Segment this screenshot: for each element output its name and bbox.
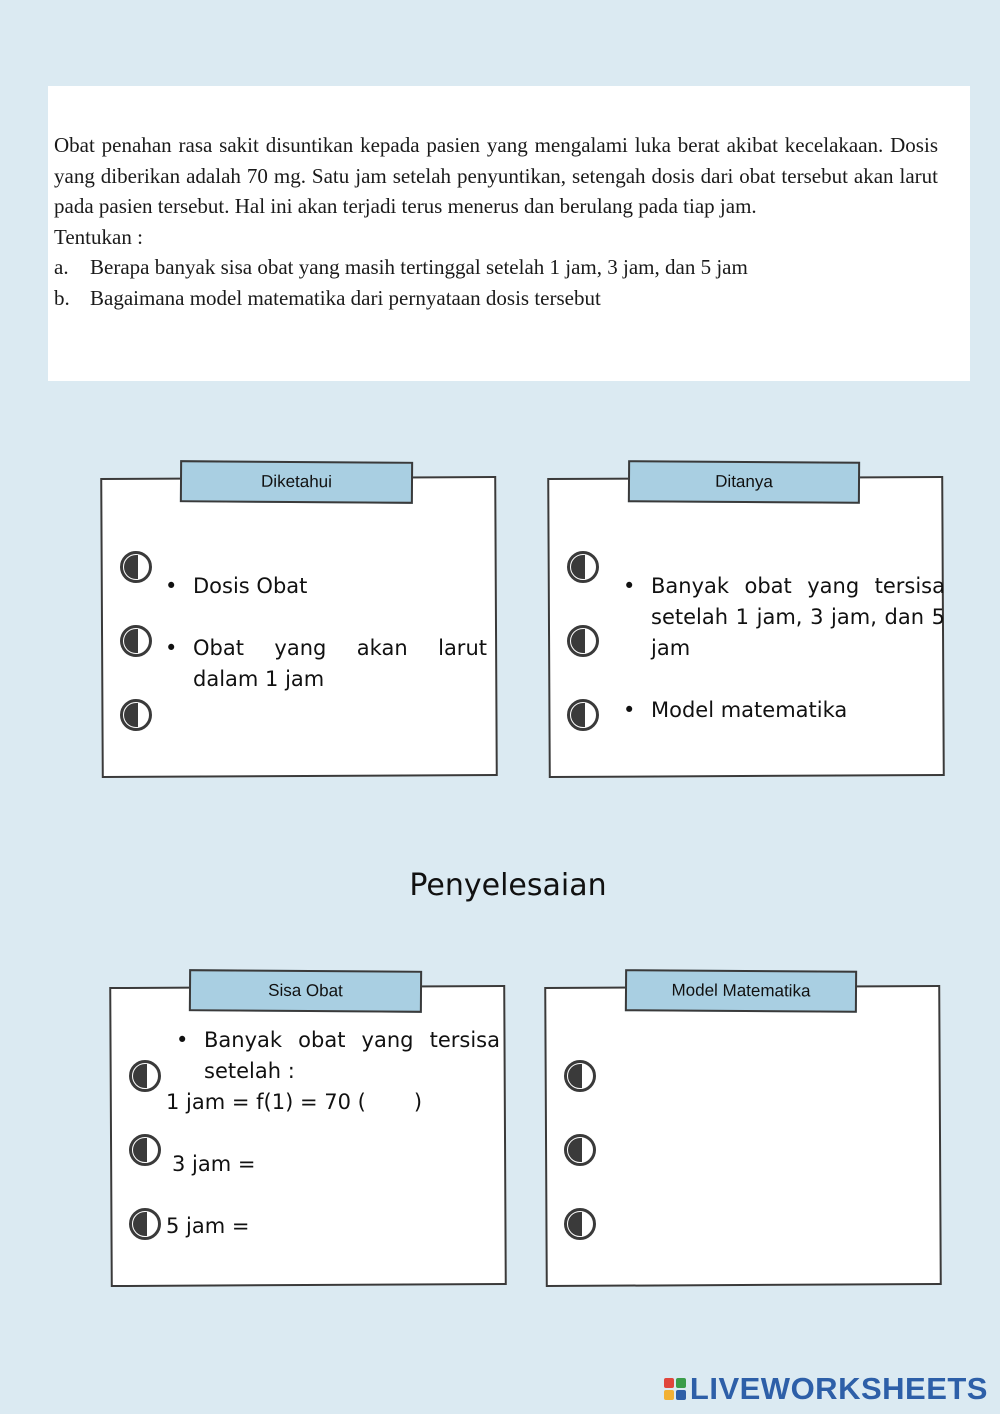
diketahui-card bbox=[100, 476, 498, 778]
problem-paragraph: Obat penahan rasa sakit disuntikan kepada pasien yang mengalami luka berat akibat kecelakaan. Dosis yang diberikan adalah 70 mg. Satu jam setelah penyuntikan, setengah dosis dari obat tersebut akan larut pada pasien tersebut. Hal ini akan terjadi terus menerus dan berulang pada tiap jam. bbox=[54, 133, 938, 218]
model-tab: Model Matematika bbox=[625, 969, 857, 1013]
diketahui-tab: Diketahui bbox=[180, 460, 413, 504]
binder-ring-icon bbox=[120, 625, 152, 657]
diketahui-item-text: Dosis Obat bbox=[193, 574, 308, 598]
question-marker: b. bbox=[54, 285, 70, 310]
binder-ring-icon bbox=[129, 1134, 161, 1166]
sisa-obat-line-1-text: 1 jam = f(1) = 70 ( bbox=[166, 1090, 366, 1114]
sisa-obat-tab: Sisa Obat bbox=[189, 969, 422, 1013]
bullet-icon: • bbox=[623, 574, 636, 598]
sisa-obat-intro-text: Banyak obat yang tersisa setelah : bbox=[204, 1028, 500, 1083]
binder-ring-icon bbox=[567, 699, 599, 731]
diketahui-item-text: Obat yang akan larut dalam 1 jam bbox=[193, 636, 487, 691]
question-marker: a. bbox=[54, 255, 69, 279]
bullet-icon: • bbox=[165, 574, 178, 598]
sisa-obat-line-2: 3 jam = bbox=[172, 1152, 256, 1176]
logo-square bbox=[676, 1378, 686, 1388]
binder-ring-icon bbox=[129, 1208, 161, 1240]
ditanya-tab: Ditanya bbox=[628, 460, 860, 504]
logo-mark-icon bbox=[664, 1378, 686, 1400]
sisa-obat-line-1 bbox=[166, 1087, 422, 1118]
problem-text bbox=[54, 130, 938, 313]
question-a bbox=[54, 252, 938, 283]
ditanya-item bbox=[623, 695, 945, 726]
question-b bbox=[54, 283, 938, 314]
binder-ring-icon bbox=[120, 699, 152, 731]
bullet-icon: • bbox=[176, 1028, 189, 1052]
question-text: Berapa banyak sisa obat yang masih tertinggal setelah 1 jam, 3 jam, dan 5 jam bbox=[90, 255, 748, 279]
binder-ring-icon bbox=[567, 625, 599, 657]
binder-ring-icon bbox=[564, 1060, 596, 1092]
problem-panel bbox=[48, 86, 970, 381]
brand-name: LIVEWORKSHEETS bbox=[689, 1371, 988, 1406]
logo-square bbox=[664, 1390, 674, 1400]
sisa-obat-line-3: 5 jam = bbox=[166, 1214, 250, 1238]
binder-ring-icon bbox=[129, 1060, 161, 1092]
sisa-obat-intro bbox=[176, 1025, 500, 1087]
question-text: Bagaimana model matematika dari pernyataan dosis tersebut bbox=[90, 285, 601, 310]
binder-ring-icon bbox=[120, 551, 152, 583]
liveworksheets-logo bbox=[664, 1372, 988, 1406]
section-heading: Penyelesaian bbox=[409, 868, 607, 903]
bullet-icon: • bbox=[623, 698, 636, 722]
ditanya-item bbox=[623, 571, 945, 664]
ditanya-item-text: Model matematika bbox=[651, 698, 848, 722]
diketahui-item bbox=[165, 571, 487, 602]
bullet-icon: • bbox=[165, 636, 178, 660]
diketahui-item bbox=[165, 633, 487, 695]
problem-prompt: Tentukan : bbox=[54, 224, 143, 249]
logo-square bbox=[676, 1390, 686, 1400]
sisa-obat-line-1-close: ) bbox=[413, 1090, 423, 1114]
binder-ring-icon bbox=[564, 1134, 596, 1166]
logo-square bbox=[664, 1378, 674, 1388]
ditanya-item-text: Banyak obat yang tersisa setelah 1 jam, 3 jam, dan 5 jam bbox=[651, 574, 945, 660]
binder-ring-icon bbox=[564, 1208, 596, 1240]
binder-ring-icon bbox=[567, 551, 599, 583]
model-card bbox=[544, 985, 942, 1287]
